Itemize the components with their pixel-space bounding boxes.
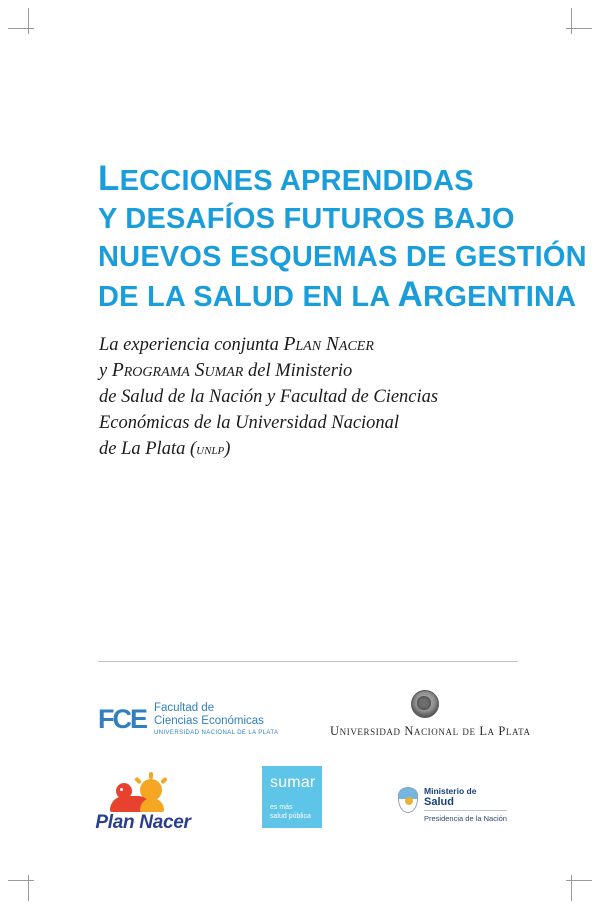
crop-mark-top-left-horizontal xyxy=(8,28,34,29)
sumar-wordmark: sumar xyxy=(270,774,316,791)
plan-nacer-wordmark: Plan Nacer xyxy=(95,812,191,833)
subtitle-line-3: de Salud de la Nación y Facultad de Ciencias xyxy=(99,387,439,407)
crop-mark-bottom-left-horizontal xyxy=(8,880,34,881)
eye-icon xyxy=(120,788,123,791)
fce-line-2: Ciencias Económicas xyxy=(154,715,264,727)
unlp-seal-icon xyxy=(411,690,439,718)
logo-facultad-ciencias-economicas xyxy=(98,702,283,742)
unlp-logo-text: Universidad Nacional de La Plata xyxy=(330,724,531,738)
subtitle-line-2: y Programa Sumar del Ministerio xyxy=(99,360,353,381)
horizontal-divider xyxy=(98,661,518,662)
document-title xyxy=(98,159,587,316)
subtitle-line-5: de La Plata (unlp) xyxy=(99,439,231,459)
fce-logo-text xyxy=(154,702,278,738)
title-line-3: NUEVOS ESQUEMAS DE GESTIÓN xyxy=(98,241,587,273)
crop-mark-top-left-vertical xyxy=(28,8,29,34)
subtitle-line-1: La experiencia conjunta Plan Nacer xyxy=(99,334,374,355)
logo-universidad-nacional-la-plata xyxy=(330,690,531,742)
crop-mark-bottom-right-horizontal xyxy=(566,880,592,881)
head-icon xyxy=(116,783,132,799)
ministerio-logo-text xyxy=(424,786,507,825)
ministerio-line-3: Presidencia de la Nación xyxy=(424,810,507,825)
sumar-tagline xyxy=(270,803,314,821)
logo-plan-nacer xyxy=(88,778,198,834)
fce-line-1: Facultad de xyxy=(154,702,215,714)
logo-ministerio-de-salud xyxy=(398,786,518,822)
title-line-1: LECCIONES APRENDIDAS xyxy=(98,159,474,198)
document-subtitle xyxy=(99,332,539,463)
title-line-4: DE LA SALUD EN LA ARGENTINA xyxy=(98,275,577,314)
sumar-tagline-line-1: es más xyxy=(270,804,293,811)
logo-sumar xyxy=(262,766,322,828)
sun-ray-icon xyxy=(149,772,153,779)
fce-monogram-icon: FCE xyxy=(98,704,146,734)
crop-mark-bottom-left-vertical xyxy=(28,875,29,901)
sumar-tagline-line-2: salud pública xyxy=(270,813,311,820)
sun-ray-icon xyxy=(160,777,168,785)
crop-mark-top-right-vertical xyxy=(571,8,572,34)
ministerio-line-1: Ministerio de xyxy=(424,786,477,796)
child-figure-icon xyxy=(140,798,164,812)
subtitle-line-4: Económicas de la Universidad Nacional xyxy=(99,413,400,433)
argentina-shield-icon xyxy=(398,787,418,813)
fce-line-3: UNIVERSIDAD NACIONAL DE LA PLATA xyxy=(154,730,279,736)
ministerio-line-2: Salud xyxy=(424,796,454,808)
title-line-2: Y DESAFÍOS FUTUROS BAJO xyxy=(98,203,515,235)
crop-mark-bottom-right-vertical xyxy=(571,875,572,901)
sun-of-may-icon xyxy=(405,797,413,805)
plan-nacer-figure-icon xyxy=(110,778,172,812)
crop-mark-top-right-horizontal xyxy=(566,28,592,29)
